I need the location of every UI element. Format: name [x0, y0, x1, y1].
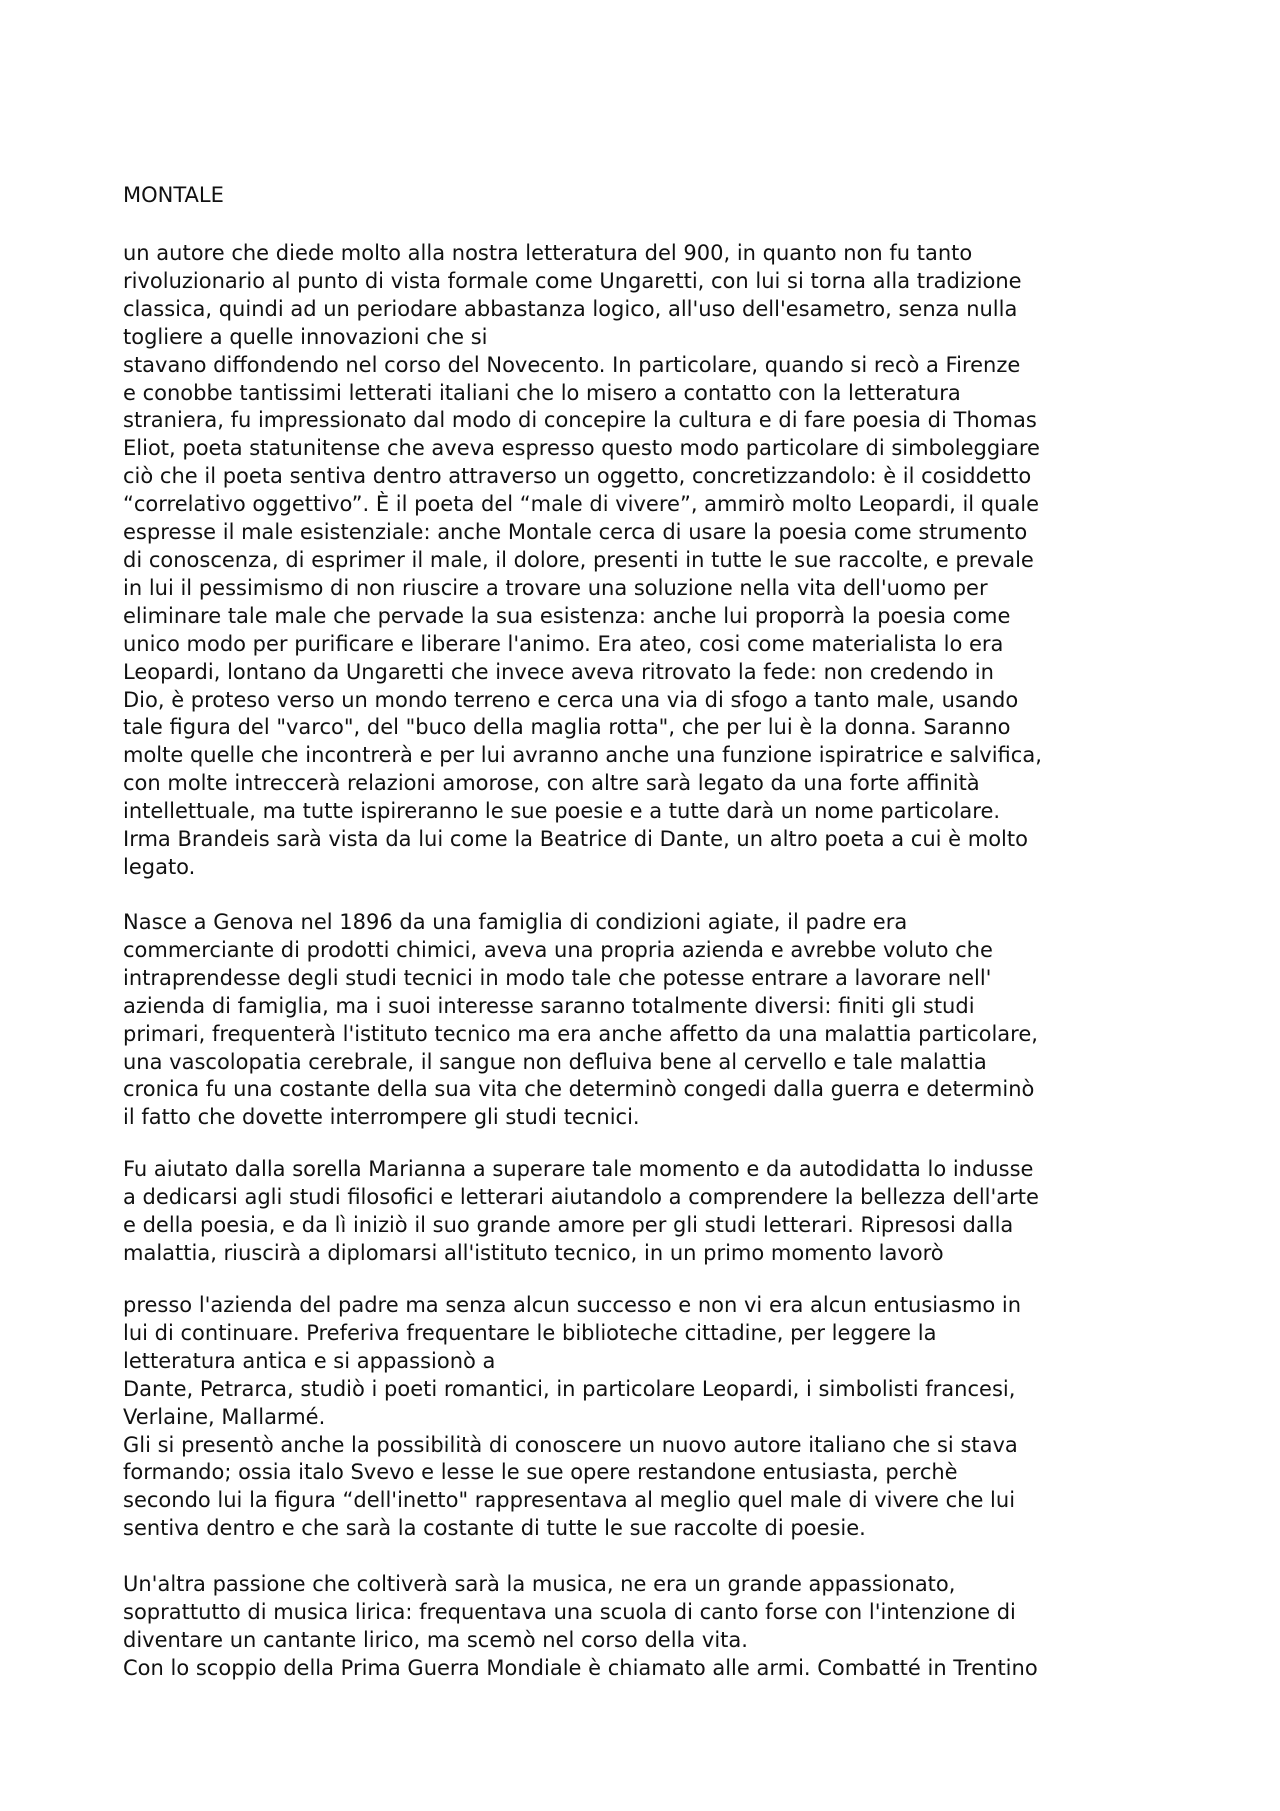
paragraph — [123, 240, 1183, 882]
text-line: unico modo per purificare e liberare l'animo. Era ateo, cosi come materialista lo era — [123, 631, 1004, 656]
text-line: il fatto che dovette interrompere gli studi tecnici. — [123, 1105, 640, 1130]
text-line: sentiva dentro e che sarà la costante di tutte le sue raccolte di poesie. — [123, 1516, 866, 1541]
document-title-block — [123, 182, 1183, 210]
text-line: legato. — [123, 854, 196, 879]
text-line: secondo lui la figura “dell'inetto" rappresentava al meglio quel male di vivere che lui — [123, 1488, 1016, 1513]
text-line: “correlativo oggettivo”. È il poeta del “male di vivere”, ammirò molto Leopardi, il quale — [123, 492, 1040, 517]
text-line: azienda di famiglia, ma i suoi interesse saranno totalmente diversi: finiti gli studi — [123, 993, 975, 1018]
text-line: tale figura del "varco", del "buco della maglia rotta", che per lui è la donna. Saranno — [123, 715, 1011, 740]
text-line: Con lo scoppio della Prima Guerra Mondiale è chiamato alle armi. Combatté in Trentino — [123, 1655, 1038, 1680]
text-line: stavano diffondendo nel corso del Novecento. In particolare, quando si recò a Firenze — [123, 352, 1021, 377]
text-line: letteratura antica e si appassionò a — [123, 1348, 496, 1373]
text-line: Un'altra passione che coltiverà sarà la musica, ne era un grande appassionato, — [123, 1572, 956, 1596]
text-line: una vascolopatia cerebrale, il sangue non defluiva bene al cervello e tale malattia — [123, 1049, 987, 1074]
text-line: in lui il pessimismo di non riuscire a trovare una soluzione nella vita dell'uomo per — [123, 575, 988, 600]
text-line: ciò che il poeta sentiva dentro attraverso un oggetto, concretizzandolo: è il cosiddetto — [123, 464, 1032, 489]
text-line: un autore che diede molto alla nostra letteratura del 900, in quanto non fu tanto — [123, 241, 973, 265]
text-line: con molte intreccerà relazioni amorose, con altre sarà legato da una forte affinità — [123, 771, 980, 796]
text-line: classica, quindi ad un periodare abbastanza logico, all'uso dell'esametro, senza nulla — [123, 296, 1018, 321]
text-line: Eliot, poeta statunitense che aveva espresso questo modo particolare di simboleggiare — [123, 436, 1040, 461]
text-line: Nasce a Genova nel 1896 da una famiglia di condizioni agiate, il padre era — [123, 910, 908, 934]
text-line: Gli si presentò anche la possibilità di conoscere un nuovo autore italiano che si stava — [123, 1432, 1018, 1457]
text-line: soprattutto di musica lirica: frequentava una scuola di canto forse con l'intenzione di — [123, 1599, 1016, 1624]
text-line: molte quelle che incontrerà e per lui avranno anche una funzione ispiratrice e salvifica, — [123, 743, 1042, 768]
text-line: espresse il male esistenziale: anche Montale cerca di usare la poesia come strumento — [123, 520, 1028, 545]
text-line: togliere a quelle innovazioni che si — [123, 324, 488, 349]
text-line: cronica fu una costante della sua vita che determinò congedi dalla guerra e determinò — [123, 1077, 1035, 1102]
text-line: a dedicarsi agli studi filosofici e letterari aiutandolo a comprendere la bellezza dell'arte — [123, 1184, 1039, 1209]
text-line: Irma Brandeis sarà vista da lui come la Beatrice di Dante, un altro poeta a cui è molto — [123, 827, 1028, 852]
text-line: Dio, è proteso verso un mondo terreno e cerca una via di sfogo a tanto male, usando — [123, 687, 1019, 712]
text-line: Verlaine, Mallarmé. — [123, 1404, 326, 1429]
text-line: rivoluzionario al punto di vista formale come Ungaretti, con lui si torna alla tradizione — [123, 268, 1022, 293]
text-line: primari, frequenterà l'istituto tecnico ma era anche affetto da una malattia particolare, — [123, 1021, 1038, 1046]
text-line: intellettuale, ma tutte ispireranno le sue poesie e a tutte darà un nome particolare. — [123, 799, 1001, 824]
text-line: formando; ossia italo Svevo e lesse le sue opere restandone entusiasta, perchè — [123, 1460, 958, 1485]
text-line: straniera, fu impressionato dal modo di concepire la cultura e di fare poesia di Thomas — [123, 408, 1037, 433]
text-line: lui di continuare. Preferiva frequentare le biblioteche cittadine, per leggere la — [123, 1320, 937, 1345]
text-line: eliminare tale male che pervade la sua esistenza: anche lui proporrà la poesia come — [123, 603, 1011, 628]
paragraph — [123, 909, 1183, 1132]
text-line: malattia, riuscirà a diplomarsi all'istituto tecnico, in un primo momento lavorò — [123, 1240, 944, 1265]
text-line: presso l'azienda del padre ma senza alcun successo e non vi era alcun entusiasmo in — [123, 1293, 1022, 1317]
text-line: e conobbe tantissimi letterati italiani che lo misero a contatto con la letteratura — [123, 380, 961, 405]
paragraph — [123, 1292, 1183, 1543]
text-line: Dante, Petrarca, studiò i poeti romantici, in particolare Leopardi, i simbolisti francesi, — [123, 1376, 1016, 1401]
paragraph — [123, 1156, 1183, 1268]
document-title: MONTALE — [123, 183, 224, 207]
text-line: Fu aiutato dalla sorella Marianna a superare tale momento e da autodidatta lo indusse — [123, 1157, 1034, 1181]
text-line: diventare un cantante lirico, ma scemò nel corso della vita. — [123, 1627, 748, 1652]
text-line: Leopardi, lontano da Ungaretti che invece aveva ritrovato la fede: non credendo in — [123, 659, 994, 684]
text-line: intraprendesse degli studi tecnici in modo tale che potesse entrare a lavorare nell' — [123, 965, 992, 990]
text-line: e della poesia, e da lì iniziò il suo grande amore per gli studi letterari. Ripresosi dalla — [123, 1212, 1014, 1237]
paragraph — [123, 1571, 1183, 1683]
text-line: commerciante di prodotti chimici, aveva una propria azienda e avrebbe voluto che — [123, 937, 993, 962]
text-line: di conoscenza, di esprimer il male, il dolore, presenti in tutte le sue raccolte, e prevale — [123, 547, 1034, 572]
